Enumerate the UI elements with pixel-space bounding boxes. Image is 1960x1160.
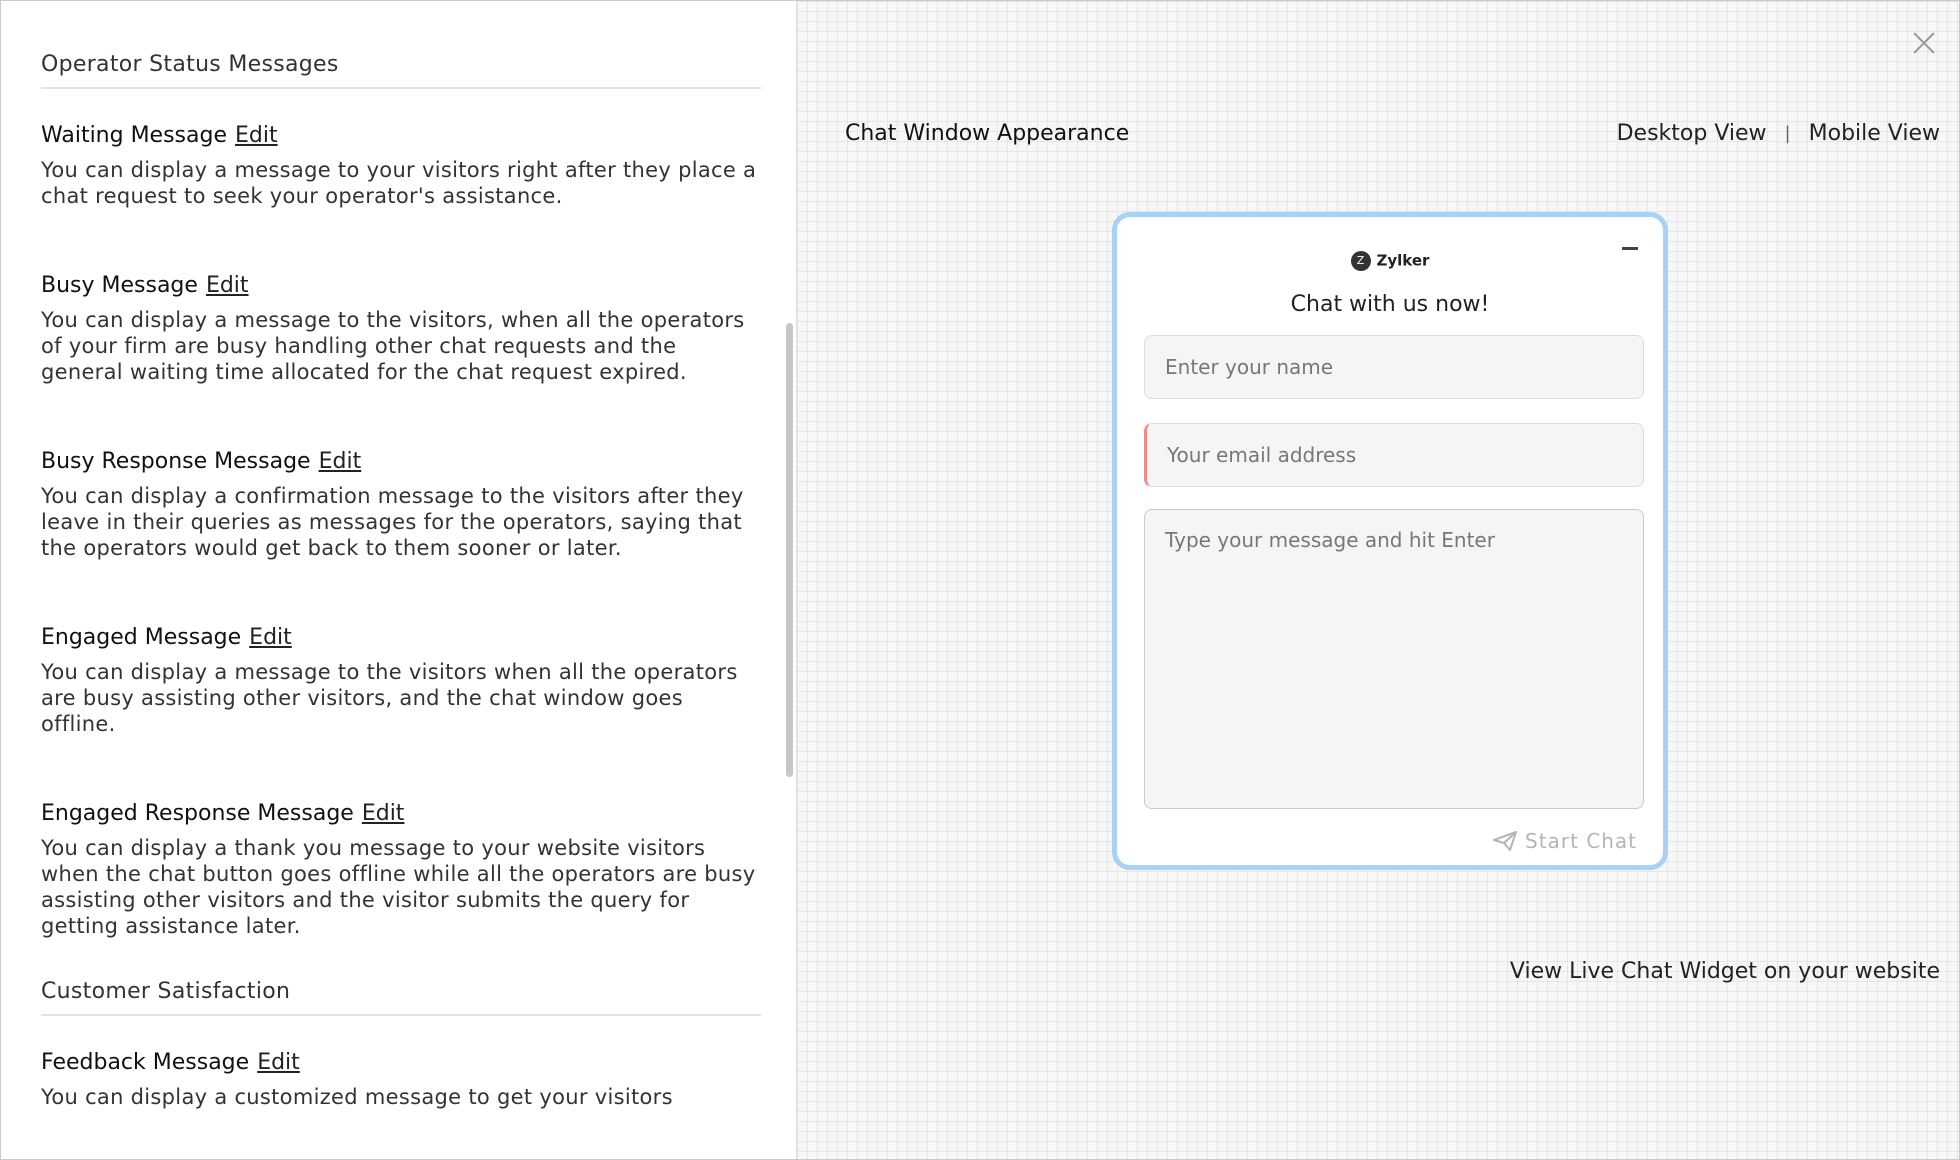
engaged-message bbox=[41, 623, 761, 737]
engaged-response-message-title: Engaged Response Message bbox=[41, 801, 354, 826]
minimize-icon[interactable] bbox=[1622, 247, 1638, 250]
busy-response-message bbox=[41, 447, 761, 561]
waiting-message-description: You can display a message to your visitors right after they place a chat request to seek your operator's assistance. bbox=[41, 158, 757, 208]
engaged-message-title: Engaged Message bbox=[41, 625, 242, 650]
busy-message-description: You can display a message to the visitors, when all the operators of your firm are busy handling other chat requests and the general waiting time allocated for the chat request expired. bbox=[41, 308, 745, 384]
message-textarea[interactable]: Type your message and hit Enter bbox=[1144, 509, 1644, 809]
chat-headline: Chat with us now! bbox=[1290, 292, 1490, 317]
start-chat-label: Start Chat bbox=[1525, 829, 1637, 853]
brand-name: Zylker bbox=[1376, 251, 1430, 270]
message-settings-panel bbox=[1, 1, 796, 1159]
view-toggle bbox=[1617, 121, 1940, 146]
busy-message bbox=[41, 271, 761, 385]
engaged-response-message bbox=[41, 799, 761, 939]
engaged-response-message-description: You can display a thank you message to your website visitors when the chat button goes offline while all the operators are busy assisting other visitors and the visitor submits the query for getting assistance later. bbox=[41, 836, 756, 938]
start-chat-button[interactable] bbox=[1493, 829, 1637, 853]
chat-window-appearance-title: Chat Window Appearance bbox=[845, 121, 1130, 146]
engaged-response-message-edit-link[interactable]: Edit bbox=[361, 801, 405, 826]
name-input[interactable]: Enter your name bbox=[1144, 335, 1644, 399]
busy-response-message-description: You can display a confirmation message to the visitors after they leave in their queries as messages for the operators, saying that the operators would get back to them sooner or later. bbox=[41, 484, 744, 560]
engaged-message-description: You can display a message to the visitors when all the operators are busy assisting other visitors, and the chat window goes offline. bbox=[41, 660, 738, 736]
view-separator: | bbox=[1784, 123, 1791, 144]
view-live-widget-link[interactable]: View Live Chat Widget on your website bbox=[1509, 959, 1940, 984]
brand-header bbox=[1117, 250, 1663, 271]
waiting-message-title: Waiting Message bbox=[41, 123, 228, 148]
left-panel-scrollbar[interactable] bbox=[786, 323, 793, 777]
feedback-message bbox=[41, 1048, 761, 1110]
waiting-message-edit-link[interactable]: Edit bbox=[235, 123, 278, 148]
section-title-customer-satisfaction: Customer Satisfaction bbox=[41, 979, 761, 1016]
busy-message-edit-link[interactable]: Edit bbox=[205, 273, 249, 298]
feedback-message-title: Feedback Message bbox=[41, 1050, 250, 1075]
busy-message-title: Busy Message bbox=[41, 273, 198, 298]
email-input[interactable]: Your email address bbox=[1144, 423, 1644, 487]
desktop-view-button[interactable]: Desktop View bbox=[1616, 121, 1767, 146]
section-title-operator-status: Operator Status Messages bbox=[41, 52, 761, 89]
busy-response-message-edit-link[interactable]: Edit bbox=[318, 449, 362, 474]
feedback-message-description: You can display a customized message to get your visitors bbox=[41, 1085, 673, 1109]
feedback-message-edit-link[interactable]: Edit bbox=[257, 1050, 300, 1075]
paper-plane-icon bbox=[1493, 831, 1517, 851]
busy-response-message-title: Busy Response Message bbox=[41, 449, 311, 474]
waiting-message bbox=[41, 121, 761, 209]
brand-logo-icon: Z bbox=[1351, 251, 1371, 271]
preview-panel bbox=[796, 1, 1960, 1159]
engaged-message-edit-link[interactable]: Edit bbox=[249, 625, 292, 650]
mobile-view-button[interactable]: Mobile View bbox=[1808, 121, 1940, 146]
close-icon[interactable] bbox=[1912, 31, 1936, 55]
chat-widget-preview bbox=[1112, 212, 1668, 870]
